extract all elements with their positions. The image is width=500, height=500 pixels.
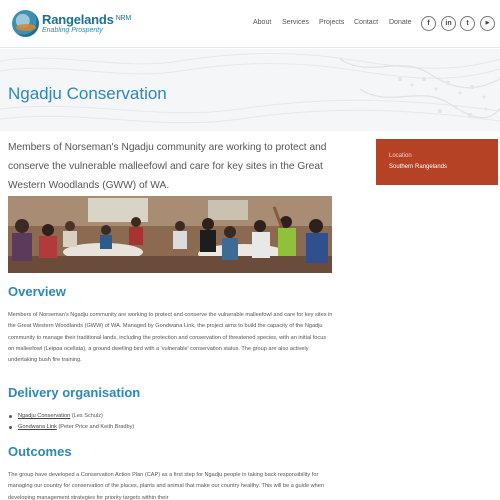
logo-tagline: Enabling Prosperity [42, 27, 103, 34]
page-hero [0, 49, 500, 131]
nav-contact[interactable]: Contact [354, 19, 379, 26]
list-item [18, 411, 134, 422]
youtube-icon[interactable]: ▶ [480, 16, 495, 31]
outcomes-heading: Outcomes [8, 444, 72, 459]
overview-heading: Overview [8, 284, 66, 299]
nav-projects[interactable]: Projects [319, 19, 345, 26]
site-header [0, 0, 500, 48]
list-item-note: (Les Schulz) [71, 413, 103, 419]
logo-suffix: NRM [115, 15, 132, 22]
linkedin-icon[interactable]: in [441, 16, 456, 31]
location-value[interactable]: Southern Rangelands [389, 164, 448, 170]
nav-about[interactable]: About [253, 19, 272, 26]
page-title: Ngadju Conservation [8, 84, 167, 103]
nav-donate[interactable]: Donate [389, 19, 412, 26]
location-label: Location [389, 153, 412, 159]
intro-text: Members of Norseman's Ngadju community are working to protect and conserve the vulnerable malleefowl and care for key sites in the Great Western Woodlands (GWW) of WA. [8, 142, 327, 191]
delivery-heading: Delivery organisation [8, 385, 141, 400]
logo-name: Rangelands $^{NRM}$ [42, 12, 132, 27]
gondwana-link-link[interactable]: Gondwana Link [18, 424, 57, 430]
list-item-note: (Peter Price and Keith Bradby) [58, 424, 135, 430]
twitter-icon[interactable]: t [460, 16, 475, 31]
overview-text: Members of Norseman's Ngadju community are working to protect and conserve the vulnerable malleefowl and care for key sites in the Great Western Woodlands (GWW) of WA. Managed by Gondwana Link, the project aims to build the capacity of the Ngadju community to manage their traditional lands, including the protection and conservation of threatened species, with an initial focus on malleefowl (Leipoa ocellata), a ground dwelling bird with a 'vulnerable' conservation status. The group are also actively undertaking bush fire training. [8, 312, 333, 364]
nav-services[interactable]: Services [282, 19, 309, 26]
list-item [18, 422, 134, 433]
ngadju-conservation-link[interactable]: Ngadju Conservation [18, 413, 71, 419]
facebook-icon[interactable]: f [421, 16, 436, 31]
location-box [376, 139, 498, 185]
delivery-list [18, 411, 134, 433]
community-meeting-photo [8, 196, 332, 273]
outcomes-text: The group have developed a Conservation Action Plan (CAP) as a first step for Ngadju people in taking back responsibility for managing our country for conservation of the places, plants and animal that make our country healthy. This will be a guide when developing management strategies for priority targets within their [8, 472, 325, 500]
